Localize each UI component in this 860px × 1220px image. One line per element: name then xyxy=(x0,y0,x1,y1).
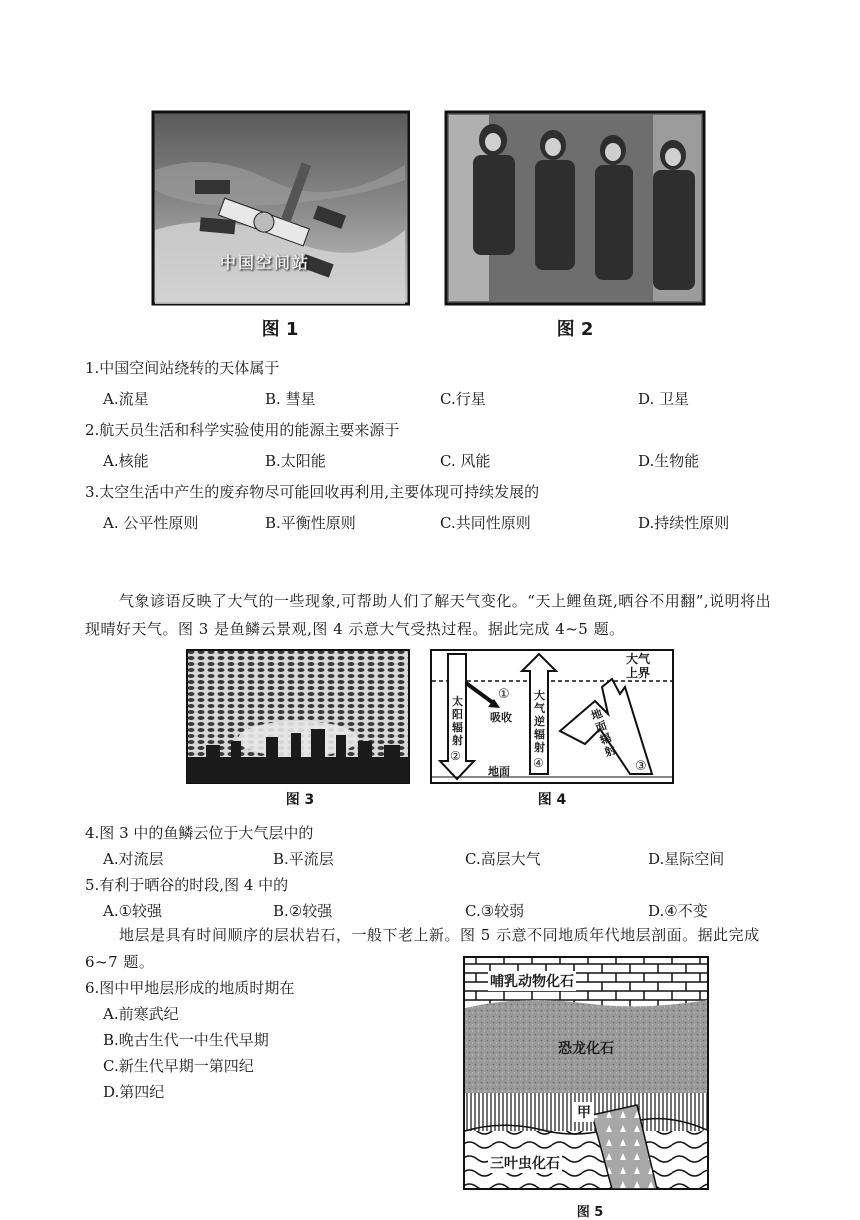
question-5-stem: 5.有利于晒谷的时段,图 4 中的 xyxy=(85,876,289,894)
question-6-option-a[interactable]: A.前寒武纪 xyxy=(103,1005,179,1023)
fish-scale-clouds-photo xyxy=(186,649,410,784)
question-1-stem: 1.中国空间站绕转的天体属于 xyxy=(85,359,280,377)
question-4-option-a[interactable]: A.对流层 xyxy=(103,850,164,868)
question-4-option-b[interactable]: B.平流层 xyxy=(273,850,334,868)
fig4-n1: ① xyxy=(498,687,510,702)
fig5-jia-label: 甲 xyxy=(574,1102,594,1122)
figure-1 xyxy=(150,110,410,306)
fig4-absorb-label: 吸收 xyxy=(490,711,512,724)
question-3-option-b[interactable]: B.平衡性原则 xyxy=(265,514,356,532)
question-2-option-a[interactable]: A.核能 xyxy=(103,452,149,470)
question-2-option-c[interactable]: C. 风能 xyxy=(440,452,491,470)
question-5-option-c[interactable]: C.③较弱 xyxy=(465,902,525,920)
figure-5 xyxy=(462,955,710,1200)
fig4-n4: ④ xyxy=(533,756,544,770)
question-6-option-d[interactable]: D.第四纪 xyxy=(103,1083,165,1101)
figure-4 xyxy=(430,649,674,784)
figure-4-caption: 图 4 xyxy=(537,792,567,808)
question-4-option-d[interactable]: D.星际空间 xyxy=(648,850,725,868)
question-3-stem: 3.太空生活中产生的废弃物尽可能回收再利用,主要体现可持续发展的 xyxy=(85,483,540,501)
question-5-option-a[interactable]: A.①较强 xyxy=(103,902,163,920)
question-2-option-d[interactable]: D.生物能 xyxy=(638,452,700,470)
question-6-stem: 6.图中甲地层形成的地质时期在 xyxy=(85,979,295,997)
passage-strata: 地层是具有时间顺序的层状岩石，一般下老上新。图 5 示意不同地质年代地层剖面。据此完成 6~7 题。 xyxy=(85,926,760,971)
fig4-atmosphere-top-label: 大气 上界 xyxy=(626,652,651,680)
question-1-option-a[interactable]: A.流星 xyxy=(103,390,149,408)
fig4-ground-label: 地面 xyxy=(488,765,510,778)
question-2-option-b[interactable]: B.太阳能 xyxy=(265,452,326,470)
figure-5-caption: 图 5 xyxy=(576,1205,604,1220)
question-1-option-b[interactable]: B. 彗星 xyxy=(265,390,316,408)
question-3-option-a[interactable]: A. 公平性原则 xyxy=(103,514,199,532)
figure-3 xyxy=(186,649,410,784)
figure-2-caption: 图 2 xyxy=(556,319,594,340)
question-1-option-d[interactable]: D. 卫星 xyxy=(638,390,690,408)
fig4-n3: ③ xyxy=(635,759,647,774)
fig4-n2: ② xyxy=(450,749,461,763)
question-1-option-c[interactable]: C.行星 xyxy=(440,390,486,408)
fig1-overlay-text: 中国空间站 xyxy=(220,253,311,272)
figure-1-caption: 图 1 xyxy=(261,319,299,340)
passage-weather-proverb: 气象谚语反映了大气的一些现象,可帮助人们了解天气变化。“天上鲤鱼斑,晒谷不用翻”,说明将出现晴好天气。图 3 是鱼鳞云景观,图 4 示意大气受热过程。据此完成 4~5 题。 xyxy=(85,592,772,638)
question-4-stem: 4.图 3 中的鱼鳞云位于大气层中的 xyxy=(85,824,314,842)
question-3-option-d[interactable]: D.持续性原则 xyxy=(638,514,730,532)
question-6-option-b[interactable]: B.晚古生代一中生代早期 xyxy=(103,1031,269,1049)
question-2-stem: 2.航天员生活和科学实验使用的能源主要来源于 xyxy=(85,421,400,439)
astronauts-photo xyxy=(443,110,707,306)
question-6-option-c[interactable]: C.新生代早期一第四纪 xyxy=(103,1057,254,1075)
figure-3-caption: 图 3 xyxy=(285,792,315,808)
fig4-solar-label: 太 阳 辐 射 xyxy=(452,695,463,747)
fig5-mammal-label: 哺乳动物化石 xyxy=(488,971,576,991)
question-5-option-d[interactable]: D.④不变 xyxy=(648,902,708,920)
fig5-dino-label: 恐龙化石 xyxy=(558,1041,614,1057)
fig4-ground-rad-label: 地 面 辐 射 xyxy=(589,706,618,760)
space-station-photo xyxy=(150,110,410,306)
fig4-counter-label: 大 气 逆 辐 射 xyxy=(534,689,545,754)
question-4-option-c[interactable]: C.高层大气 xyxy=(465,850,541,868)
figure-2 xyxy=(443,110,707,306)
question-5-option-b[interactable]: B.②较强 xyxy=(273,902,333,920)
fig5-trilobite-label: 三叶虫化石 xyxy=(488,1153,562,1173)
question-3-option-c[interactable]: C.共同性原则 xyxy=(440,514,531,532)
